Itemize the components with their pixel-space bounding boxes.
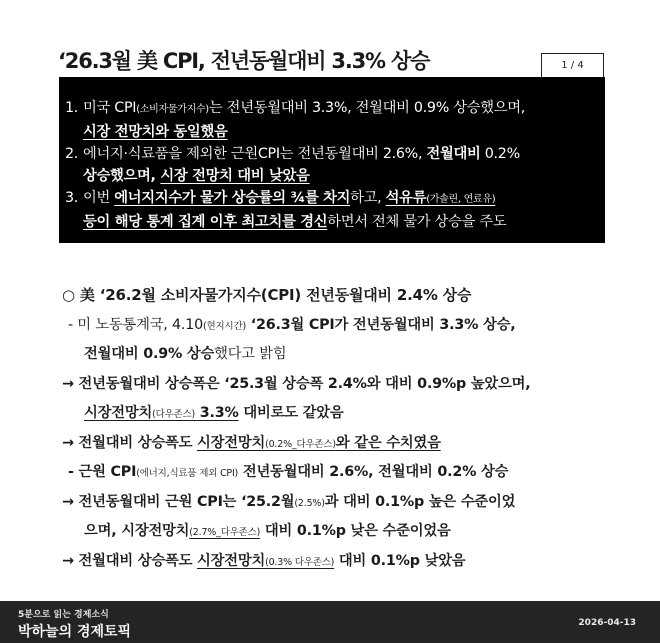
emphasis-text: → 전월대비 상승폭도 [62,552,197,569]
footer-date: 2026-04-13 [578,618,636,628]
emphasis-text: 대비 0.1%p 낮은 수준이었음 [260,523,451,539]
text: 에너지·식료품을 제외한 근원CPI는 전년동월대비 2.6%, [83,146,427,162]
emphasis-text: 시장 전망치와 동일했음 [83,124,228,140]
footer-subtitle: 5분으로 읽는 경제소식 [18,610,109,620]
arrow-line [62,488,622,518]
emphasis-text: 3.3% [194,405,239,421]
item-number: 3. [65,190,79,206]
bullet-line-cont [62,340,622,370]
emphasis-text: 등이 해당 통계 집계 이후 최고치를 경신 [83,214,328,230]
emphasis-text: 석유류 [385,190,427,206]
text-small: (2.5%) [294,497,325,509]
bullet-line [62,311,622,341]
summary-item-3 [65,187,605,211]
item-number: 1. [65,100,79,116]
section-heading: ○ 美 ‘26.2월 소비자물가지수(CPI) 전년동월대비 2.4% 상승 [62,286,472,304]
bullet-line [62,458,622,488]
emphasis-text: 대비로도 같았음 [238,405,344,421]
text: 했다고 밝힘 [214,346,287,362]
arrow-line-cont [62,517,622,547]
emphasis-text: 전월대비 [426,146,481,162]
text: - 미 노동통계국, 4.10 [68,316,204,333]
emphasis-text: 상승했으며, [83,168,161,184]
emphasis-text: 시장전망치 [197,552,266,569]
emphasis-text: → 전월대비 상승폭도 [62,434,197,451]
emphasis-text: 대비 0.1%p 낮았음 [334,552,466,569]
footer-bar [0,601,660,643]
text-small: (현지시간) [203,320,246,332]
text: 는 전년동월대비 3.3%, 전월대비 0.9% 상승했으며, [208,100,526,116]
text: 이번 [83,190,115,206]
body-section [62,281,622,576]
text: 하면서 전체 물가 상승을 주도 [327,214,507,230]
emphasis-text: → 전년동월대비 근원 CPI는 ‘25.2월 [62,493,295,510]
page-indicator: 1 / 4 [541,53,604,77]
emphasis-text: - 근원 CPI [68,464,137,480]
emphasis-text: ‘26.3월 CPI가 전년동월대비 3.3% 상승, [245,316,516,333]
emphasis-text: 에너지지수가 물가 상승률의 ¾를 차지 [114,190,351,206]
page-title: ‘26.3월 美 CPI, 전년동월대비 3.3% 상승 [58,49,430,73]
emphasis-text: 과 대비 0.1%p 높은 수준이었 [324,493,516,510]
emphasis-text: 전년동월대비 2.6%, 전월대비 0.2% 상승 [238,464,509,480]
text: 0.2% [480,146,520,162]
footer-brand: 박하늘의 경제토픽 [18,624,132,640]
arrow-line-cont [62,399,622,429]
arrow-line [62,429,622,459]
item-number: 2. [65,146,79,162]
text-small: (0.2%_다우존스) [265,438,336,450]
text-small: (가솔린, 연료유) [426,194,496,205]
emphasis-text: 시장전망치 [197,434,266,451]
arrow-line [62,370,622,400]
arrow-line [62,547,622,577]
emphasis-text: 시장 전망치 대비 낮았음 [160,168,310,184]
text-small: (2.7%_다우존스) [189,527,261,538]
emphasis-text: 으며, 시장전망치 [84,523,190,539]
summary-item-1 [65,97,605,121]
text-small: (0.3% 다우존스) [265,556,335,568]
emphasis-text: 전월대비 0.9% 상승 [84,346,215,362]
text-small: (소비자물가지수) [136,104,209,115]
text: 미국 CPI [83,100,137,116]
text: 하고, [350,190,386,206]
emphasis-text: 와 같은 수치였음 [335,434,441,451]
text-small: (다우존스) [152,409,195,420]
emphasis-text: → 전년동월대비 상승폭은 ‘25.3월 상승폭 2.4%와 대비 0.9%p 높았으며, [62,375,531,392]
emphasis-text: 시장전망치 [84,405,153,421]
summary-box [59,77,605,243]
text-small: (에너지,식료품 제외 CPI) [136,468,239,479]
summary-item-2 [65,143,605,165]
